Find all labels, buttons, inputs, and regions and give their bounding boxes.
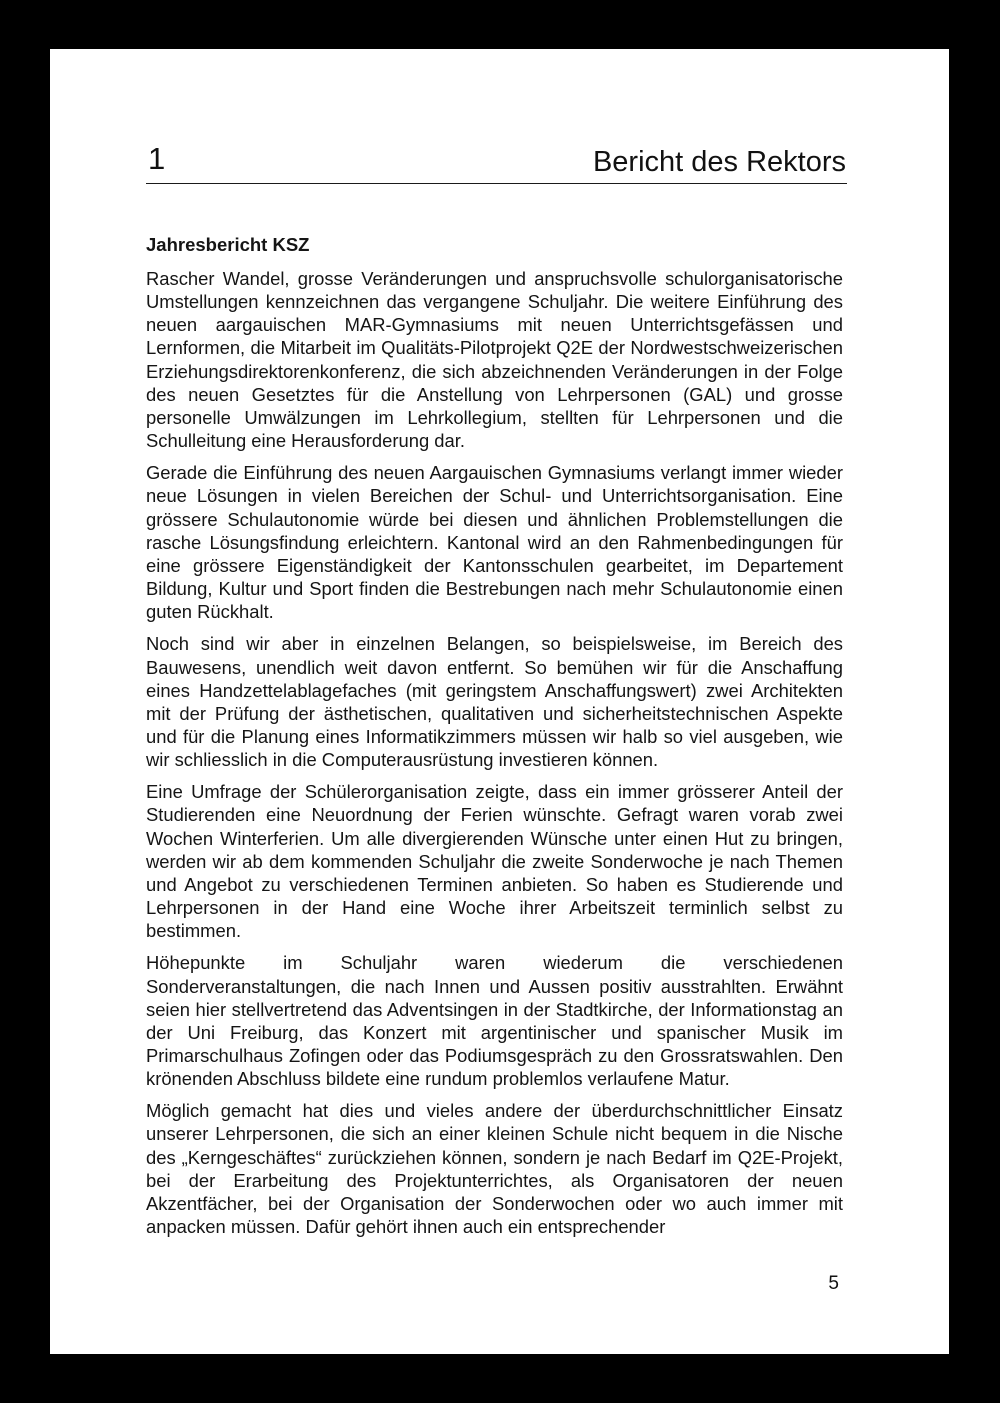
page-number: 5 bbox=[828, 1273, 839, 1294]
paragraph: Eine Umfrage der Schülerorganisation zeigte, dass ein immer grösserer Anteil der Studierenden eine Neuordnung der Ferien wünschte. Gefragt waren vorab zwei Wochen Winterferien. Um alle divergierenden Wünsche unter einen Hut zu bringen, werden wir ab dem kommenden Schuljahr die zweite Sonderwoche je nach Themen und Angebot zu verschiedenen Terminen anbieten. So haben es Studierende und Lehrpersonen in der Hand eine Woche ihrer Arbeitszeit terminlich selbst zu bestimmen. bbox=[146, 781, 843, 942]
paragraph: Höhepunkte im Schuljahr waren wiederum die verschiedenen Sonderveranstaltungen, die nach Innen und Aussen positiv ausstrahlten. Erwähnt seien hier stellvertretend das Adventsingen in der Stadtkirche, der Informationstag an der Uni Freiburg, das Konzert mit argentinischer und spanischer Musik im Primarschulhaus Zofingen oder das Podiumsgespräch zu den Grossratswahlen. Den krönenden Abschluss bildete eine rundum problemlos verlaufene Matur. bbox=[146, 952, 843, 1090]
paragraph: Möglich gemacht hat dies und vieles andere der überdurchschnittlicher Einsatz unserer Lehrpersonen, die sich an einer kleinen Schule nicht bequem in die Nische des „Kerngeschäftes“ zurückziehen können, sondern je nach Bedarf im Q2E-Projekt, bei der Erarbeitung des Projektunterrichtes, als Organisatoren der neuen Akzentfächer, bei der Organisation der Sonderwochen oder wo auch immer mit anpacken müssen. Dafür gehört ihnen auch ein entsprechender bbox=[146, 1100, 843, 1238]
paragraph: Rascher Wandel, grosse Veränderungen und anspruchsvolle schulorganisatorische Umstellungen kennzeichnen das vergangene Schuljahr. Die weitere Einführung des neuen aargauischen MAR-Gymnasiums mit neuen Unterrichtsgefässen und Lernformen, die Mitarbeit im Qualitäts-Pilotprojekt Q2E der Nordwestschweizerischen Erziehungsdirektorenkonferenz, die sich abzeichnenden Veränderungen in der Folge des neuen Gesetztes für die Anstellung von Lehrpersonen (GAL) und grosse personelle Umwälzungen im Lehrkollegium, stellten für Lehrpersonen und die Schulleitung eine Herausforderung dar. bbox=[146, 268, 843, 452]
chapter-title: Bericht des Rektors bbox=[592, 146, 846, 178]
paragraph: Noch sind wir aber in einzelnen Belangen, so beispielsweise, im Bereich des Bauwesens, unendlich weit davon entfernt. So bemühen wir für die Anschaffung eines Handzettelablagefaches (mit geringstem Anschaffungswert) zwei Architekten mit der Prüfung der ästhetischen, qualitativen und sicherheitstechnischen Aspekte und für die Planung eines Informatikzimmers müssen wir halb so viel ausgeben, wie wir schliesslich in die Computerausrüstung investieren können. bbox=[146, 633, 843, 771]
chapter-header bbox=[146, 141, 847, 184]
report-section bbox=[146, 233, 843, 1247]
section-heading: Jahresbericht KSZ bbox=[146, 234, 310, 255]
document-page bbox=[50, 49, 949, 1354]
paragraph: Gerade die Einführung des neuen Aargauischen Gymnasiums verlangt immer wieder neue Lösungen in vielen Bereichen der Schul- und Unterrichtsorganisation. Eine grössere Schulautonomie würde bei diesen und ähnlichen Problemstellungen die rasche Lösungsfindung erleichtern. Kantonal wird an den Rahmenbedingungen für eine grössere Eigenständigkeit der Kantonsschulen gearbeitet, im Departement Bildung, Kultur und Sport finden die Bestrebungen nach mehr Schulautonomie einen guten Rückhalt. bbox=[146, 462, 843, 623]
chapter-number: 1 bbox=[148, 141, 166, 176]
